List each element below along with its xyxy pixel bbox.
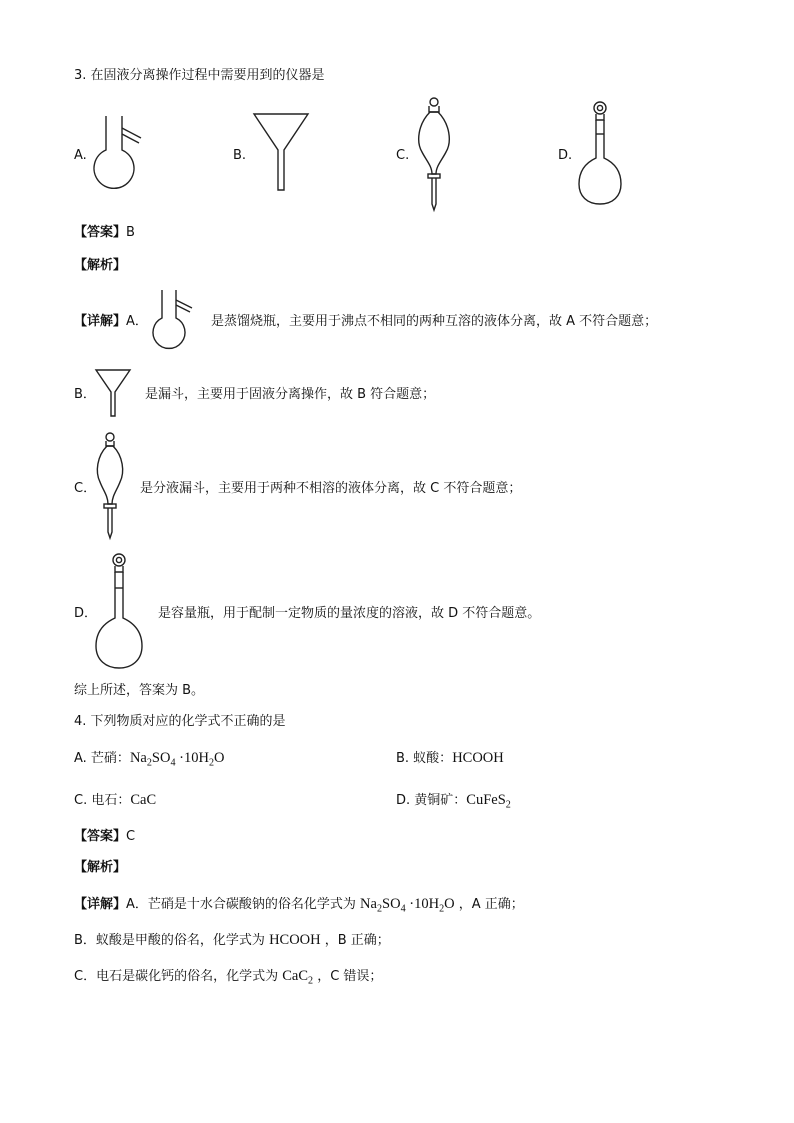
q4-detail-a xyxy=(74,896,524,913)
detail-text: ，B 正确； xyxy=(320,933,390,948)
q4-detail-b xyxy=(74,932,390,949)
chem-formula: $Na_2SO_4 \cdot 10H_2O$ xyxy=(360,896,455,915)
q3-answer xyxy=(74,225,135,241)
detail-tag: 【详解】 xyxy=(74,897,127,912)
detail-text: A．芒硝是十水合碳酸钠的俗名化学式为 xyxy=(126,897,361,912)
q4-option-a xyxy=(74,750,225,767)
detail-text: ，C 错误； xyxy=(313,969,383,984)
chem-formula: HCOOH xyxy=(452,750,504,766)
q3-detail-b-text: 是漏斗，主要用于固液分离操作，故 B 符合题意； xyxy=(145,387,436,402)
option-label: C. 电石： xyxy=(74,793,131,808)
detail-label: A． xyxy=(126,314,148,329)
q3-option-a-label: A. xyxy=(74,148,87,163)
chem-formula: $Na_2SO_4 \cdot 10H_2O$ xyxy=(129,750,225,769)
q3-stem: 3. 在固液分离操作过程中需要用到的仪器是 xyxy=(74,68,325,83)
separatory-funnel-icon xyxy=(92,432,128,540)
answer-value: C xyxy=(126,829,136,844)
q3-option-b-label: B. xyxy=(233,148,247,163)
distilling-flask-icon xyxy=(88,112,148,196)
q3-detail-a-label xyxy=(74,314,148,330)
detail-text: B．蚁酸是甲酸的俗名，化学式为 xyxy=(74,933,270,948)
q3-detail-c-label: C． xyxy=(74,481,97,496)
q4-option-c xyxy=(74,792,156,809)
answer-tag: 【答案】 xyxy=(74,225,127,240)
chem-formula: CaC$_2$ xyxy=(282,968,314,987)
q3-summary: 综上所述，答案为 B。 xyxy=(74,683,205,698)
option-label: B. 蚁酸： xyxy=(396,751,453,766)
chem-formula: CaC xyxy=(130,792,157,808)
chem-formula: HCOOH xyxy=(269,932,321,948)
q3-option-c-label: C. xyxy=(396,148,410,163)
answer-value: B xyxy=(126,225,135,240)
q4-option-b xyxy=(396,750,504,767)
funnel-icon xyxy=(94,368,134,420)
q3-detail-d-label: D． xyxy=(74,606,98,621)
q4-stem: 4. 下列物质对应的化学式不正确的是 xyxy=(74,714,286,729)
separatory-funnel-icon xyxy=(412,96,456,214)
distilling-flask-icon xyxy=(148,286,198,356)
answer-tag: 【答案】 xyxy=(74,829,127,844)
q4-answer xyxy=(74,829,135,845)
chem-formula: CuFeS$_2$ xyxy=(466,792,511,811)
funnel-icon xyxy=(252,112,312,196)
q3-option-d-label: D. xyxy=(558,148,573,163)
volumetric-flask-icon xyxy=(94,552,146,670)
q4-detail-c xyxy=(74,968,382,985)
option-label: A. 芒硝： xyxy=(74,751,130,766)
volumetric-flask-icon xyxy=(577,100,625,206)
q3-detail-c-text: 是分液漏斗，主要用于两种不相溶的液体分离，故 C 不符合题意； xyxy=(140,481,522,496)
q3-detail-a-text: 是蒸馏烧瓶，主要用于沸点不相同的两种互溶的液体分离，故 A 不符合题意； xyxy=(211,314,658,329)
q3-analysis-tag: 【解析】 xyxy=(74,258,127,273)
detail-text: ，A 正确； xyxy=(454,897,524,912)
detail-text: C．电石是碳化钙的俗名，化学式为 xyxy=(74,969,283,984)
q4-option-d xyxy=(396,792,511,809)
q3-detail-b-label: B． xyxy=(74,387,96,402)
option-label: D. 黄铜矿： xyxy=(396,793,467,808)
detail-tag: 【详解】 xyxy=(74,314,127,329)
q3-detail-d-text: 是容量瓶，用于配制一定物质的量浓度的溶液，故 D 不符合题意。 xyxy=(158,606,541,621)
q4-analysis-tag: 【解析】 xyxy=(74,860,127,875)
